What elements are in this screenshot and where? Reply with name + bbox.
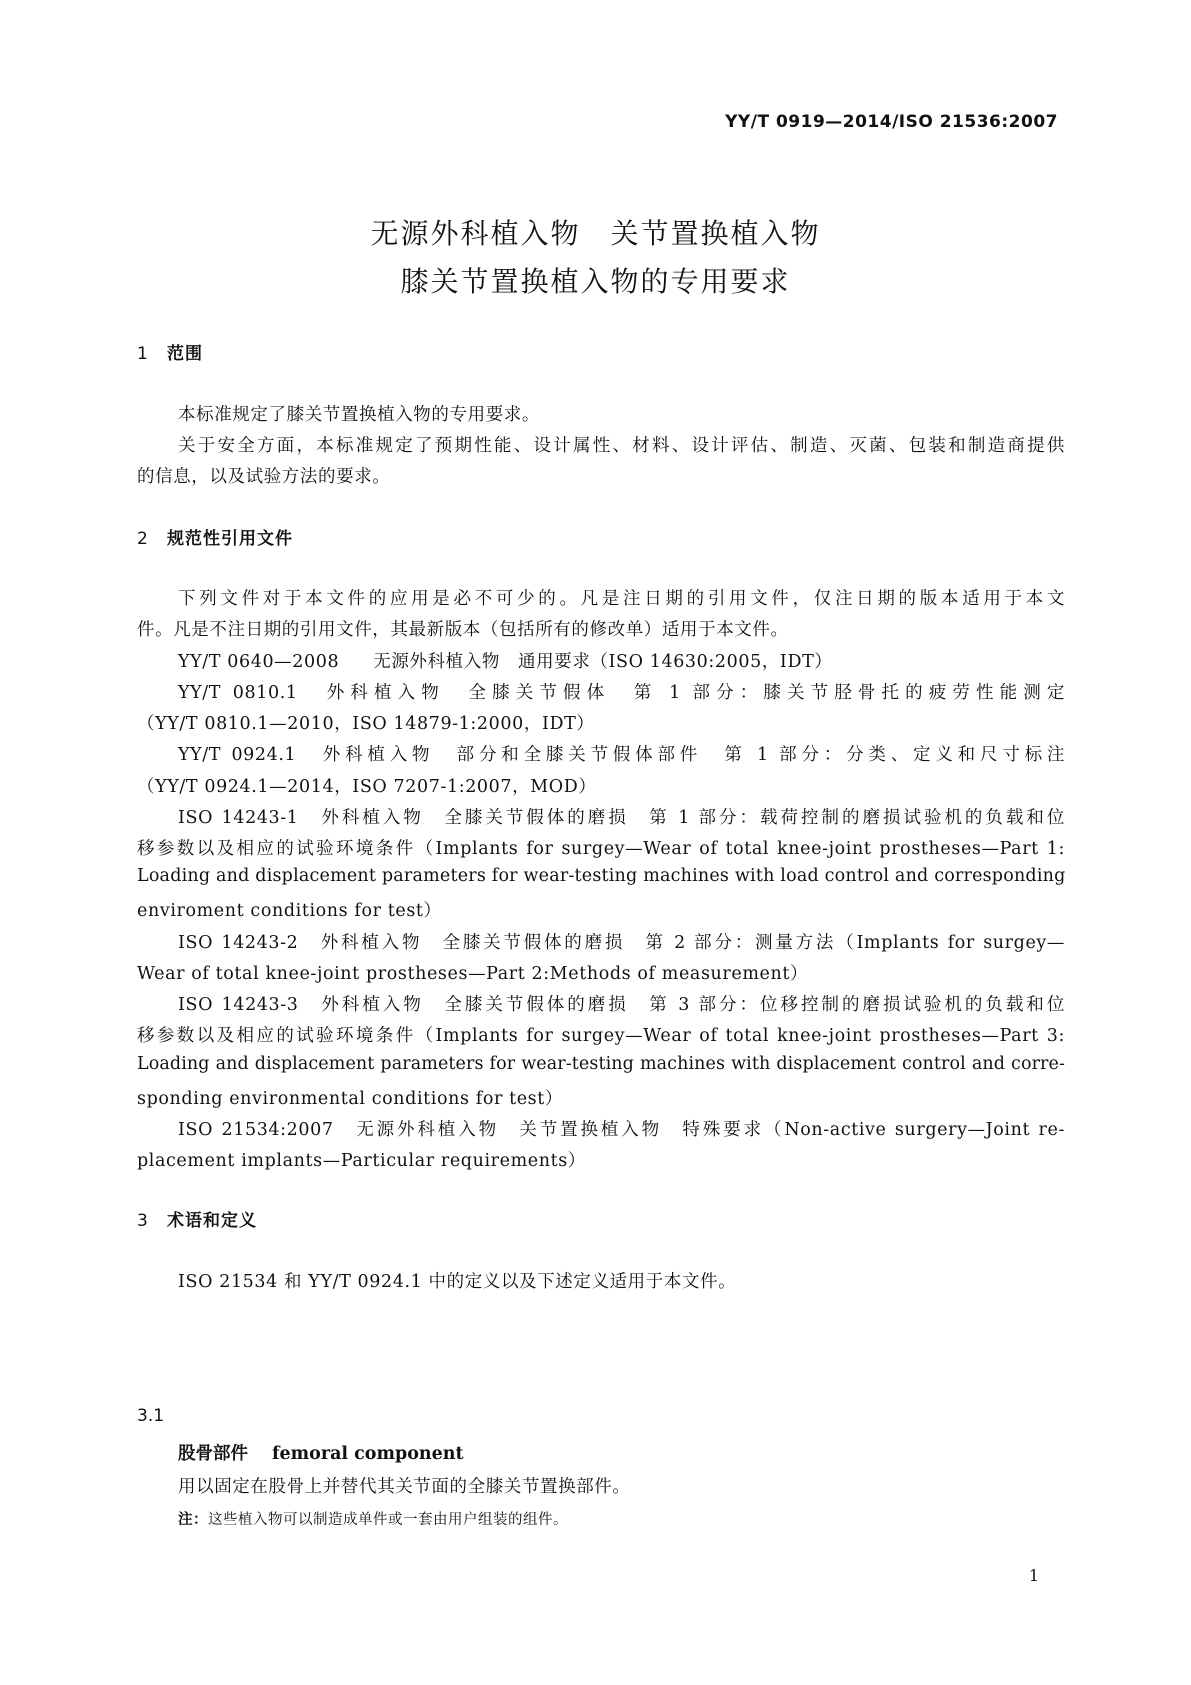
subclause-number: 3.1 — [137, 1406, 165, 1426]
reference-code: YY/T 0640—2008 — [178, 652, 340, 672]
section-title: 规范性引用文件 — [167, 529, 293, 549]
section-3-heading — [137, 1206, 257, 1231]
paragraph-line: 本标准规定了膝关节置换植入物的专用要求。 — [178, 405, 540, 425]
term-chinese: 股骨部件 — [178, 1444, 248, 1464]
reference-line: Loading and displacement parameters for wear-testing machines with displacement control and corre- — [137, 1054, 1065, 1074]
reference-line — [178, 648, 1065, 673]
section-2-heading — [137, 524, 293, 549]
reference-line: YY/T 0924.1 外科植入物 部分和全膝关节假体部件 第 1 部分：分类、定义和尺寸标注 — [178, 745, 1065, 765]
reference-line: ISO 14243-1 外科植入物 全膝关节假体的磨损 第 1 部分：载荷控制的磨损试验机的负载和位 — [178, 808, 1065, 828]
document-title-line-1: 无源外科植入物 关节置换植入物 — [370, 217, 821, 250]
reference-line: 移参数以及相应的试验环境条件（Implants for surgey—Wear of total knee-joint prostheses—Part 3: — [137, 1026, 1065, 1046]
reference-line: ISO 21534:2007 无源外科植入物 关节置换植入物 特殊要求（Non-active surgery—Joint re- — [178, 1120, 1065, 1140]
paragraph-line: 件。凡是不注日期的引用文件，其最新版本（包括所有的修改单）适用于本文件。 — [137, 620, 789, 640]
reference-line: Loading and displacement parameters for wear-testing machines with load control and corresponding — [137, 866, 1066, 886]
reference-line: enviroment conditions for test） — [137, 901, 442, 921]
section-number: 3 — [137, 1211, 149, 1231]
reference-line: （YY/T 0810.1—2010，ISO 14879-1:2000，IDT） — [137, 714, 595, 734]
reference-title: 无源外科植入物 通用要求（ISO 14630:2005，IDT） — [373, 652, 833, 672]
paragraph-line: 下列文件对于本文件的应用是必不可少的。凡是注日期的引用文件，仅注日期的版本适用于本文 — [178, 589, 1065, 609]
note-label: 注： — [178, 1512, 208, 1528]
section-number: 2 — [137, 529, 149, 549]
document-title-line-2: 膝关节置换植入物的专用要求 — [400, 265, 791, 298]
standard-number: YY/T 0919—2014/ISO 21536:2007 — [725, 112, 1058, 132]
reference-line: （YY/T 0924.1—2014，ISO 7207-1:2007，MOD） — [137, 777, 597, 797]
note — [178, 1508, 568, 1529]
reference-line: Wear of total knee-joint prostheses—Part 2:Methods of measurement） — [137, 964, 809, 984]
note-text: 这些植入物可以制造成单件或一套由用户组装的组件。 — [208, 1512, 568, 1528]
page-number: 1 — [1028, 1566, 1039, 1585]
paragraph-line: ISO 21534 和 YY/T 0924.1 中的定义以及下述定义适用于本文件。 — [178, 1272, 737, 1292]
reference-line: placement implants—Particular requirements） — [137, 1151, 586, 1171]
section-1-heading — [137, 339, 203, 364]
section-title: 范围 — [167, 344, 203, 364]
reference-line: 移参数以及相应的试验环境条件（Implants for surgey—Wear of total knee-joint prostheses—Part 1: — [137, 839, 1065, 859]
reference-line: sponding environmental conditions for test） — [137, 1089, 563, 1109]
section-number: 1 — [137, 344, 149, 364]
reference-line: ISO 14243-3 外科植入物 全膝关节假体的磨损 第 3 部分：位移控制的磨损试验机的负载和位 — [178, 995, 1065, 1015]
paragraph-line: 关于安全方面，本标准规定了预期性能、设计属性、材料、设计评估、制造、灭菌、包装和制造商提供 — [178, 436, 1065, 456]
section-title: 术语和定义 — [167, 1211, 257, 1231]
term-definition: 用以固定在股骨上并替代其关节面的全膝关节置换部件。 — [178, 1477, 631, 1497]
reference-line: YY/T 0810.1 外科植入物 全膝关节假体 第 1 部分：膝关节胫骨托的疲劳性能测定 — [178, 683, 1065, 703]
paragraph-line: 的信息，以及试验方法的要求。 — [137, 467, 391, 487]
reference-line: ISO 14243-2 外科植入物 全膝关节假体的磨损 第 2 部分：测量方法（Implants for surgey— — [178, 933, 1065, 953]
term-entry — [178, 1440, 464, 1465]
term-english: femoral component — [272, 1444, 464, 1464]
